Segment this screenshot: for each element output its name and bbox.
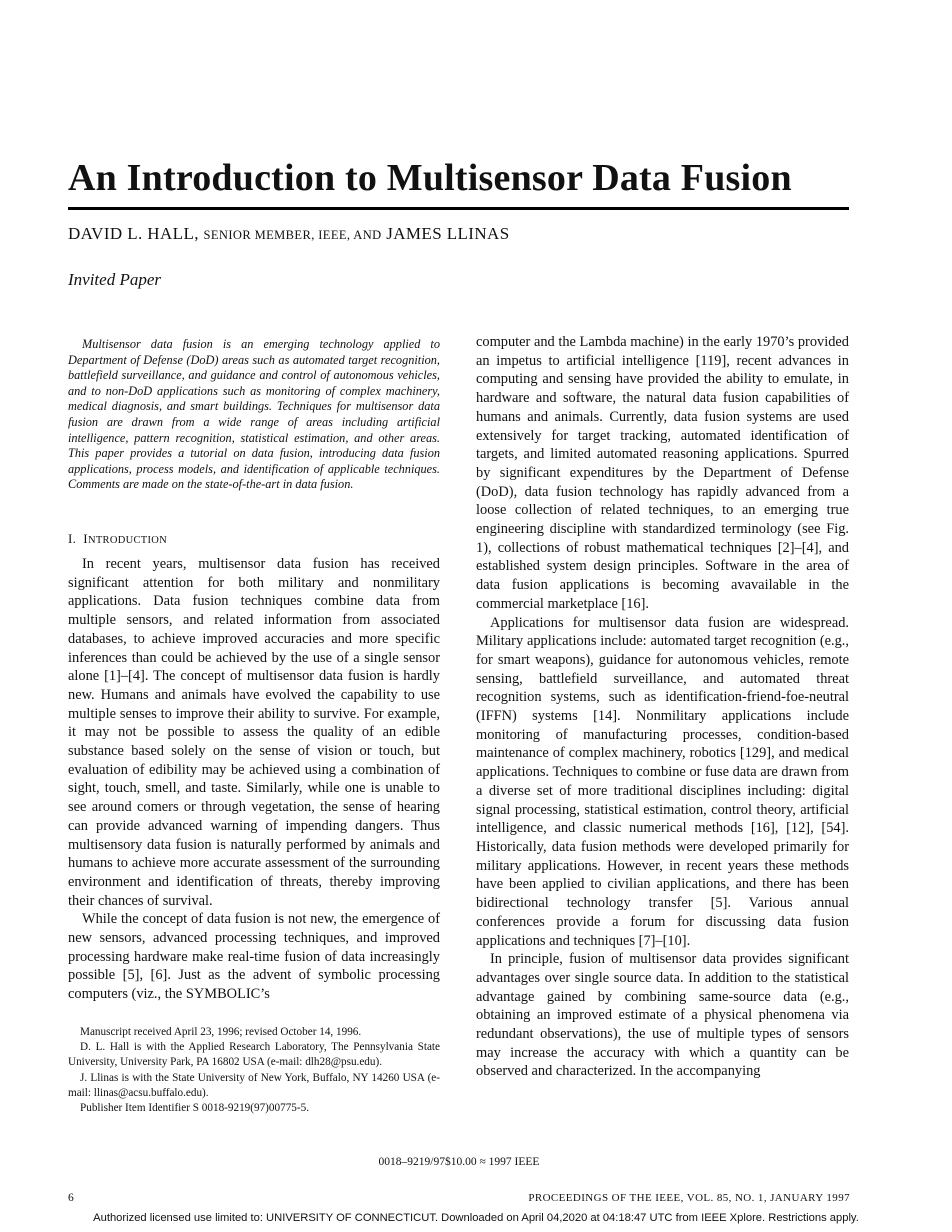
invited-paper-label: Invited Paper xyxy=(68,270,161,289)
author-line xyxy=(68,224,510,244)
paper-title: An Introduction to Multisensor Data Fusion xyxy=(68,157,792,199)
body-paragraph: computer and the Lambda machine) in the early 1970’s provided an impetus to artificial intelligence [119], recent advances in computing and sensing have provided the ability to emulate, in hardware and software, the natural data fusion capabilities of humans and animals. Currently, data fusion systems are used extensively for target tracking, automated identification of targets, and limited automated reasoning applications. Spurred by significant expenditures by the Department of Defense (DoD), data fusion technology has rapidly advanced from a loose collection of related techniques, to an emerging true engineering discipline with standardized terminology (see Fig. 1), collections of robust mathematical techniques [2]–[4], and established system design principles. Software in the area of data fusion applications is becoming avavailable in the commercial marketplace [16]. xyxy=(476,334,849,612)
page-number: 6 xyxy=(68,1192,74,1204)
body-paragraph: In recent years, multisensor data fusion has received significant attention for both military and nonmilitary applications. Data fusion techniques combine data from multiple sensors, and related information from associated databases, to achieve improved accuracies and more specific inferences than could be achieved by the use of a single sensor alone [1]–[4]. The concept of multisensor data fusion is hardly new. Humans and animals have evolved the capability to use multiple senses to improve their ability to survive. For example, it may not be possible to assess the quality of an edible substance based solely on the sense of vision or touch, but evaluation of edibility may be achieved using a combination of sight, touch, smell, and taste. Similarly, while one is unable to see around comers or through vegetation, the sense of hearing can provide advanced warning of impending dangers. Thus multisensory data fusion is naturally performed by animals and humans to achieve more accurate assessment of the surrounding environment and identification of threats, thereby improving their chances of survival. xyxy=(68,556,440,909)
footnote: D. L. Hall is with the Applied Research Laboratory, The Pennsylvania State University, University Park, PA 16802 USA (e-mail: dlh28@psu.edu). xyxy=(68,1041,440,1069)
author-1: DAVID L. HALL, xyxy=(68,224,199,243)
author-1-role: SENIOR MEMBER, IEEE, AND xyxy=(203,228,382,242)
footnotes xyxy=(68,1025,440,1116)
title-rule xyxy=(68,207,849,210)
abstract: Multisensor data fusion is an emerging technology applied to Department of Defense (DoD) areas such as automated target recognition, battlefield surveillance, and guidance and control of autonomous vehicles, and to non-DoD applications such as monitoring of complex machinery, medical diagnosis, and smart buildings. Techniques for multisensor data fusion are drawn from a wide range of areas including artificial intelligence, pattern recognition, statistical estimation, and other areas. This paper provides a tutorial on data fusion, introducing data fusion applications, process models, and identification of applicable techniques. Comments are made on the state-of-the-art in data fusion. xyxy=(68,337,440,492)
copyright-line: 0018–9219/97$10.00 ≈ 1997 IEEE xyxy=(378,1156,540,1168)
left-column xyxy=(68,555,440,1004)
section-heading xyxy=(68,531,167,547)
section-initial: I xyxy=(83,531,88,546)
license-notice: Authorized licensed use limited to: UNIVERSITY OF CONNECTICUT. Downloaded on April 04,2020 at 04:18:47 UTC from IEEE Xplore. Restrictions apply. xyxy=(93,1212,859,1224)
section-title-rest: NTRODUCTION xyxy=(87,535,168,546)
footnote: J. Llinas is with the State University of New York, Buffalo, NY 14260 USA (e-mail: llinas@acsu.buffalo.edu). xyxy=(68,1071,440,1099)
footnote: Manuscript received April 23, 1996; revised October 14, 1996. xyxy=(80,1026,362,1038)
body-paragraph: In principle, fusion of multisensor data provides significant advantages over single source data. In addition to the statistical advantage gained by combining same-source data (e.g., obtaining an improved estimate of a physical phenomena via redundant observations), the use of multiple types of sensors may increase the accuracy with which a quantity can be observed and characterized. In the accompanying xyxy=(476,951,849,1080)
section-number: I. xyxy=(68,531,77,546)
footnote: Publisher Item Identifier S 0018-9219(97)00775-5. xyxy=(80,1102,309,1115)
journal-footer: PROCEEDINGS OF THE IEEE, VOL. 85, NO. 1, JANUARY 1997 xyxy=(528,1192,850,1204)
right-column xyxy=(476,333,849,1081)
author-2: JAMES LLINAS xyxy=(386,224,510,243)
body-paragraph: Applications for multisensor data fusion are widespread. Military applications include: automated target recognition (e.g., for smart weapons), guidance for autonomous vehicles, remote sensing, battlefield surveillance, and automated threat recognition systems, such as identification-friend-foe-neutral (IFFN) systems [14]. Nonmilitary applications include monitoring of manufacturing processes, condition-based maintenance of complex machinery, robotics [129], and medical applications. Techniques to combine or fuse data are drawn from a diverse set of more traditional disciplines including: digital signal processing, statistical estimation, control theory, artificial intelligence, and classic numerical methods [16], [12], [54]. Historically, data fusion methods were developed primarily for military applications. However, in recent years these methods have been applied to civilian applications, and there has been bidirectional technology transfer [5]. Various annual conferences provide a forum for discussing data fusion applications and techniques [7]–[10]. xyxy=(476,614,849,949)
body-paragraph: While the concept of data fusion is not new, the emergence of new sensors, advanced processing techniques, and improved processing hardware make real-time fusion of data increasingly possible [5], [6]. Just as the advent of symbolic processing computers (viz., the SYMBOLIC’s xyxy=(68,911,440,1003)
